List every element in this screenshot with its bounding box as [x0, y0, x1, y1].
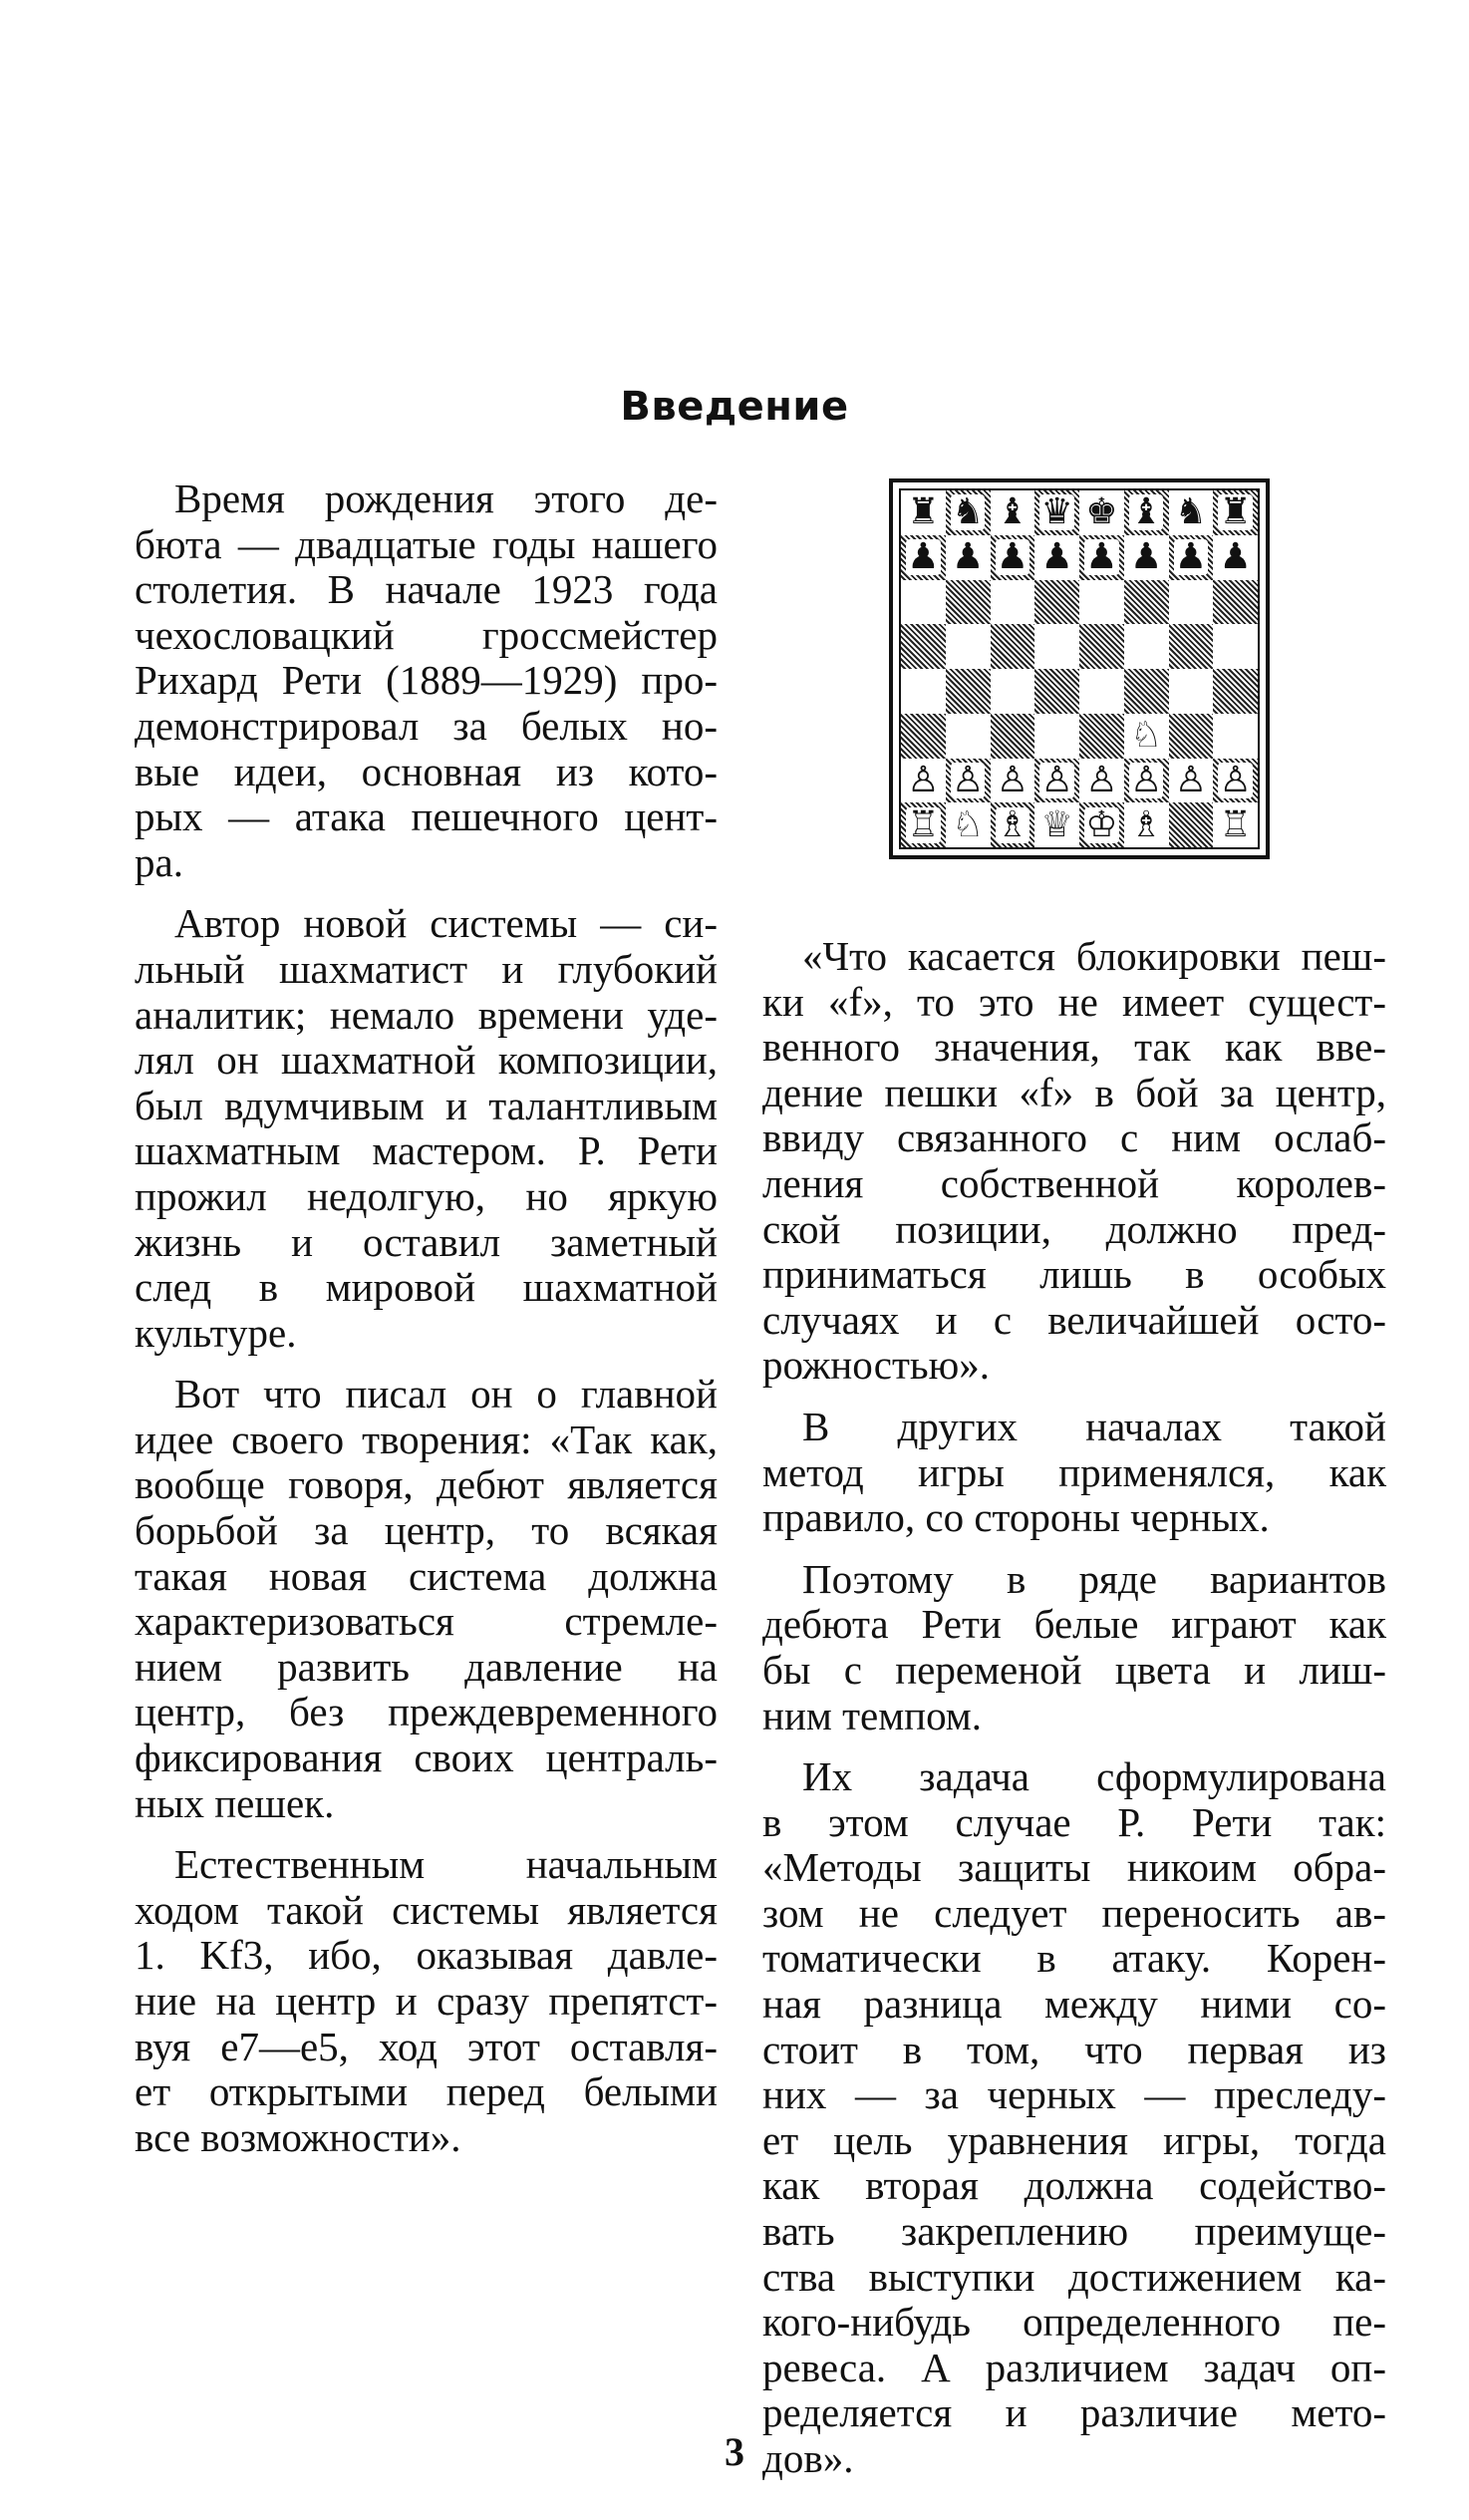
text-line: Рихард Рети (1889—1929) про-: [135, 657, 718, 704]
board-square: [901, 535, 946, 580]
text-line: вые идеи, основная из кото-: [135, 748, 718, 794]
chess-piece: ♘: [1129, 715, 1163, 757]
text-line: ним темпом.: [762, 1692, 982, 1738]
text-line: Автор новой системы — си-: [174, 900, 718, 947]
board-square: [991, 490, 1035, 535]
right-paragraph: [762, 1557, 1386, 1738]
chess-piece: ♙: [951, 759, 985, 800]
board-square: [1169, 669, 1214, 714]
left-paragraph: [135, 1842, 718, 2160]
board-square: [1124, 759, 1169, 803]
board-square: [1034, 580, 1079, 625]
board-square: [1213, 580, 1258, 625]
board-square: [991, 580, 1035, 625]
text-line: как вторая должна содейство-: [762, 2162, 1386, 2209]
board-square: [1124, 669, 1169, 714]
text-line: правило, со стороны черных.: [762, 1494, 1270, 1541]
board-square: [991, 624, 1035, 669]
text-line: 1. Kf3, ибо, оказывая давле-: [135, 1932, 718, 1979]
text-line: приниматься лишь в особых: [762, 1251, 1386, 1298]
board-square: [1169, 490, 1214, 535]
right-column: [762, 934, 1386, 2498]
board-square: [1034, 759, 1079, 803]
chess-piece: ♗: [996, 803, 1029, 845]
right-paragraph: [762, 934, 1386, 1389]
text-line: бюта — двадцатые годы нашего: [135, 520, 718, 567]
text-line: в этом случае Р. Рети так:: [762, 1798, 1386, 1845]
board-square: [991, 714, 1035, 759]
board-square: [946, 669, 991, 714]
board-square: [1213, 624, 1258, 669]
board-square: [1124, 490, 1169, 535]
board-square: [1169, 802, 1214, 847]
text-line: идее своего творения: «Так как,: [135, 1416, 718, 1462]
board-square: [1169, 714, 1214, 759]
board-square: [1034, 490, 1079, 535]
text-line: зом не следует переносить ав-: [762, 1889, 1386, 1936]
text-line: ревеса. А различием задач оп-: [762, 2344, 1386, 2390]
board-square: [1079, 759, 1124, 803]
text-line: фиксирования своих централь-: [135, 1734, 718, 1781]
board-square: [1124, 580, 1169, 625]
chess-piece: ♟: [996, 536, 1029, 578]
board-square: [1213, 714, 1258, 759]
board-square: [1034, 714, 1079, 759]
chess-piece: ♙: [1219, 759, 1252, 800]
chess-piece: ♟: [1219, 536, 1252, 578]
chess-piece: ♟: [1085, 536, 1118, 578]
board-square: [1124, 535, 1169, 580]
board-square: [901, 759, 946, 803]
left-paragraph: [135, 901, 718, 1356]
chess-piece: ♖: [907, 803, 940, 845]
board-square: [1169, 535, 1214, 580]
text-line: был вдумчивым и талантливым: [135, 1082, 718, 1128]
chess-diagram: [889, 478, 1270, 859]
board-square: [1079, 624, 1124, 669]
text-line: шахматным мастером. Р. Рети: [135, 1127, 718, 1174]
board-square: [991, 535, 1035, 580]
text-line: рожностью».: [762, 1342, 990, 1389]
text-line: демонстрировал за белых но-: [135, 702, 718, 749]
text-line: дение пешки «f» в бой за центр,: [762, 1069, 1386, 1115]
board-square: [946, 490, 991, 535]
text-line: томатически в атаку. Корен-: [762, 1935, 1386, 1982]
board-square: [901, 802, 946, 847]
chess-piece: ♙: [1040, 759, 1073, 800]
board-square: [1169, 580, 1214, 625]
text-line: венного значения, так как вве-: [762, 1024, 1386, 1071]
text-line: стоит в том, что первая из: [762, 2026, 1386, 2072]
board-square: [1124, 714, 1169, 759]
text-line: ных пешек.: [135, 1779, 335, 1826]
board-square: [991, 759, 1035, 803]
chess-piece: ♘: [951, 803, 985, 845]
text-line: ет открытыми перед белыми: [135, 2068, 718, 2115]
text-line: кого-нибудь определенного пе-: [762, 2299, 1386, 2346]
board-square: [1213, 490, 1258, 535]
text-line: жизнь и оставил заметный: [135, 1218, 718, 1265]
chess-piece: ♜: [907, 491, 940, 533]
text-line: «Что касается блокировки пеш-: [802, 933, 1386, 979]
board-square: [1213, 759, 1258, 803]
chess-piece: ♕: [1040, 803, 1073, 845]
text-line: льный шахматист и глубокий: [135, 945, 718, 992]
chess-piece: ♟: [907, 536, 940, 578]
text-line: все возможности».: [135, 2113, 461, 2160]
text-line: ределяется и различие мето-: [762, 2389, 1386, 2436]
chess-piece: ♞: [951, 491, 985, 533]
text-line: вообще говоря, дебют является: [135, 1461, 718, 1508]
board-square: [1213, 535, 1258, 580]
text-line: характеризоваться стремле-: [135, 1598, 718, 1645]
page-number: 3: [725, 2429, 744, 2474]
board-square: [1124, 802, 1169, 847]
board-square: [991, 802, 1035, 847]
board-square: [1079, 535, 1124, 580]
chess-piece: ♝: [1129, 491, 1163, 533]
left-paragraph: [135, 1372, 718, 1826]
text-line: прожил недолгую, но яркую: [135, 1172, 718, 1219]
text-line: бы с переменой цвета и лиш-: [762, 1646, 1386, 1693]
text-line: ра.: [135, 838, 183, 885]
text-line: рых — атака пешечного цент-: [135, 793, 718, 840]
chess-piece: ♖: [1219, 803, 1252, 845]
chess-piece: ♟: [1040, 536, 1073, 578]
text-line: ства выступки достижением ка-: [762, 2253, 1386, 2300]
text-line: ние на центр и сразу препятст-: [135, 1978, 718, 2024]
text-line: вать закреплению преимуще-: [762, 2208, 1386, 2255]
board-square: [1079, 490, 1124, 535]
chapter-heading: Введение: [620, 384, 849, 430]
chess-piece: ♙: [1085, 759, 1118, 800]
board-square: [1213, 669, 1258, 714]
chess-piece: ♚: [1085, 491, 1118, 533]
text-line: аналитик; немало времени уде-: [135, 991, 718, 1038]
left-paragraph: [135, 476, 718, 885]
text-line: след в мировой шахматной: [135, 1264, 718, 1311]
text-line: ки «f», то это не имеет сущест-: [762, 978, 1386, 1025]
board-square: [946, 624, 991, 669]
board-square: [901, 490, 946, 535]
board-square: [1213, 802, 1258, 847]
chess-piece: ♙: [1129, 759, 1163, 800]
chess-piece: ♟: [1129, 536, 1163, 578]
text-line: метод игры применялся, как: [762, 1448, 1386, 1495]
board-square: [1124, 624, 1169, 669]
text-line: ная разница между ними со-: [762, 1981, 1386, 2028]
chess-piece: ♙: [996, 759, 1029, 800]
board-square: [901, 624, 946, 669]
board-square: [1034, 669, 1079, 714]
right-paragraph: [762, 1754, 1386, 2482]
text-line: ления собственной королев-: [762, 1159, 1386, 1206]
chess-piece: ♙: [1174, 759, 1208, 800]
board-square: [1079, 669, 1124, 714]
text-line: столетия. В начале 1923 года: [135, 566, 718, 613]
chess-piece: ♔: [1085, 803, 1118, 845]
text-line: «Методы защиты никоим обра-: [762, 1844, 1386, 1891]
text-line: ввиду связанного с ним ослаб-: [762, 1114, 1386, 1161]
chess-piece: ♟: [951, 536, 985, 578]
text-line: Время рождения этого де-: [174, 475, 718, 521]
text-line: случаях и с величайшей осто-: [762, 1296, 1386, 1343]
chess-board: [899, 488, 1260, 849]
board-square: [991, 669, 1035, 714]
text-line: лял он шахматной композиции,: [135, 1037, 718, 1084]
text-line: нием развить давление на: [135, 1643, 718, 1690]
chess-piece: ♛: [1040, 491, 1073, 533]
text-line: В других началах такой: [802, 1403, 1386, 1449]
text-line: дебюта Рети белые играют как: [762, 1601, 1386, 1648]
text-line: них — за черных — преследу-: [762, 2071, 1386, 2118]
board-square: [1169, 759, 1214, 803]
board-square: [946, 714, 991, 759]
text-line: борьбой за центр, то всякая: [135, 1507, 718, 1554]
text-line: культуре.: [135, 1309, 297, 1356]
text-line: вуя e7—e5, ход этот оставля-: [135, 2023, 718, 2069]
chess-piece: ♞: [1174, 491, 1208, 533]
chess-piece: ♝: [996, 491, 1029, 533]
text-line: Вот что писал он о главной: [174, 1371, 718, 1418]
text-line: Поэтому в ряде вариантов: [802, 1555, 1386, 1602]
board-square: [1034, 535, 1079, 580]
board-square: [1079, 580, 1124, 625]
board-square: [946, 580, 991, 625]
text-line: ской позиции, должно пред-: [762, 1205, 1386, 1252]
board-square: [1034, 624, 1079, 669]
board-square: [901, 714, 946, 759]
text-line: такая новая система должна: [135, 1552, 718, 1599]
board-square: [901, 580, 946, 625]
board-square: [946, 802, 991, 847]
chess-piece: ♙: [907, 759, 940, 800]
right-paragraph: [762, 1405, 1386, 1541]
text-line: дов».: [762, 2435, 854, 2481]
text-line: центр, без преждевременного: [135, 1689, 718, 1735]
board-square: [946, 535, 991, 580]
board-square: [1034, 802, 1079, 847]
board-square: [1079, 802, 1124, 847]
text-line: Естественным начальным: [174, 1841, 718, 1888]
board-square: [946, 759, 991, 803]
text-line: чехословацкий гроссмейстер: [135, 611, 718, 658]
board-square: [901, 669, 946, 714]
chess-piece: ♗: [1129, 803, 1163, 845]
chess-piece: ♟: [1174, 536, 1208, 578]
text-line: ходом такой системы является: [135, 1886, 718, 1933]
board-square: [1079, 714, 1124, 759]
chess-piece: ♜: [1219, 491, 1252, 533]
left-column: [135, 476, 718, 2176]
text-line: ет цель уравнения игры, тогда: [762, 2116, 1386, 2163]
text-line: Их задача сформулирована: [802, 1753, 1386, 1800]
board-square: [1169, 624, 1214, 669]
